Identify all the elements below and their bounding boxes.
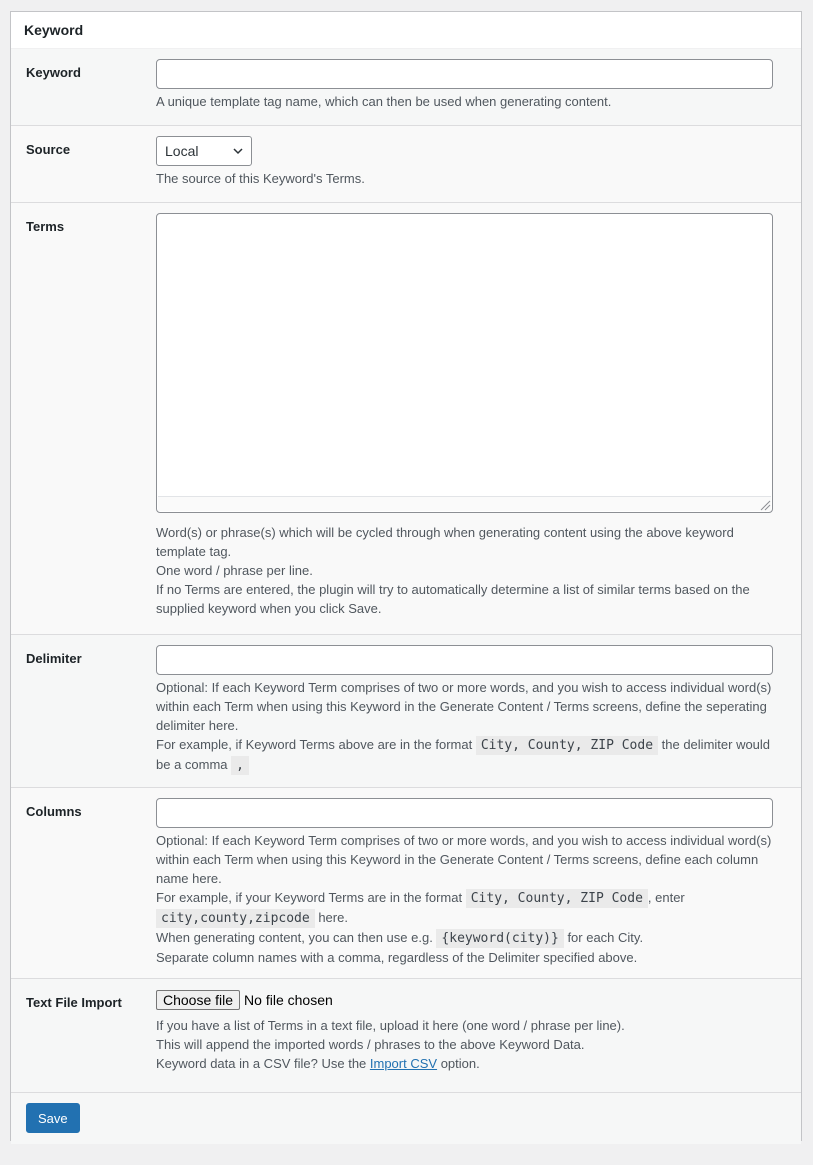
terms-textarea[interactable] <box>156 213 773 513</box>
source-label: Source <box>26 142 71 157</box>
columns-input[interactable] <box>156 798 773 828</box>
choose-file-button[interactable]: Choose file <box>156 990 240 1010</box>
delimiter-example-code: City, County, ZIP Code <box>476 736 658 755</box>
delimiter-example-text: For example, if Keyword Terms above are in the format <box>156 737 476 752</box>
columns-description-1: Optional: If each Keyword Term comprises of two or more words, and you wish to access individual word(s) within each Term when using this Keyword in the Generate Content / Terms screens, define each column name here. <box>156 833 772 886</box>
source-description: The source of this Keyword's Terms. <box>156 171 365 186</box>
columns-label: Columns <box>26 804 82 819</box>
keyword-label: Keyword <box>26 65 81 80</box>
import-row <box>11 979 801 1093</box>
source-select[interactable] <box>156 136 252 166</box>
terms-description-1: Word(s) or phrase(s) which will be cycled through when generating content using the above keyword template tag. <box>156 525 734 559</box>
columns-description-4: Separate column names with a comma, regardless of the Delimiter specified above. <box>156 950 638 965</box>
file-input[interactable] <box>156 989 787 1011</box>
panel-title: Keyword <box>11 12 801 49</box>
resize-grip-icon[interactable] <box>757 497 771 511</box>
delimiter-description-1: Optional: If each Keyword Term comprises of two or more words, and you wish to access individual word(s) within each Term when using this Keyword in the Generate Content / Terms screens, define the seperating delimiter here. <box>156 680 772 733</box>
file-status: No file chosen <box>244 992 333 1008</box>
columns-example-text: For example, if your Keyword Terms are in the format <box>156 890 466 905</box>
import-description-3-end: option. <box>437 1056 480 1071</box>
import-description-2: This will append the imported words / phrases to the above Keyword Data. <box>156 1037 585 1052</box>
chevron-down-icon <box>233 146 243 156</box>
delimiter-example-text-2: the delimiter would be a comma <box>156 737 771 772</box>
terms-description-2: One word / phrase per line. <box>156 563 313 578</box>
delimiter-label: Delimiter <box>26 651 82 666</box>
columns-example-text-3: here. <box>314 910 348 925</box>
delimiter-row <box>11 635 801 788</box>
import-csv-link[interactable]: Import CSV <box>369 1056 438 1071</box>
columns-usage-text: When generating content, you can then use e.g. <box>156 930 437 945</box>
import-description-1: If you have a list of Terms in a text file, upload it here (one word / phrase per line). <box>156 1018 625 1033</box>
columns-example-text-2: , enter <box>647 890 685 905</box>
keyword-row <box>11 49 801 126</box>
terms-label: Terms <box>26 219 65 234</box>
save-button[interactable]: Save <box>26 1103 80 1133</box>
keyword-description: A unique template tag name, which can then be used when generating content. <box>156 94 612 109</box>
horizontal-scrollbar[interactable] <box>158 496 771 511</box>
columns-example-code: City, County, ZIP Code <box>466 889 648 908</box>
delimiter-comma-code: , <box>231 756 249 775</box>
delimiter-input[interactable] <box>156 645 773 675</box>
terms-description-3: If no Terms are entered, the plugin will try to automatically determine a list of similar terms based on the supplied keyword when you click Save. <box>156 582 750 616</box>
columns-names-code: city,county,zipcode <box>156 909 315 928</box>
keyword-panel <box>10 11 802 1141</box>
import-description-3: Keyword data in a CSV file? Use the <box>156 1056 370 1071</box>
terms-row <box>11 203 801 635</box>
actions-row <box>11 1093 801 1144</box>
import-label: Text File Import <box>26 995 122 1010</box>
columns-usage-text-2: for each City. <box>563 930 644 945</box>
columns-usage-code: {keyword(city)} <box>436 929 563 948</box>
source-row <box>11 126 801 203</box>
source-select-value: Local <box>165 143 199 159</box>
keyword-input[interactable] <box>156 59 773 89</box>
columns-row <box>11 788 801 979</box>
